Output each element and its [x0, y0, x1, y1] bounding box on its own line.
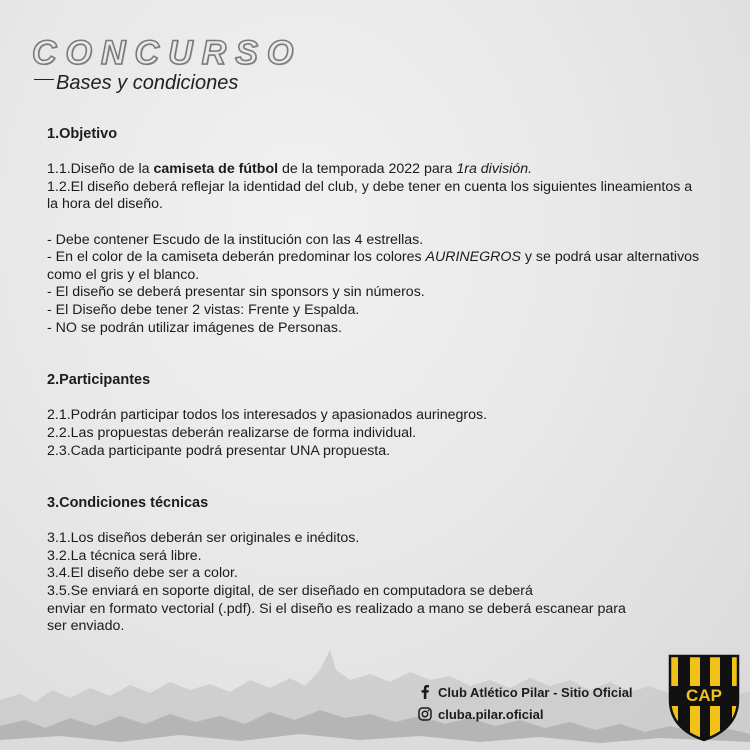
paragraph-2-1: 2.1.Podrán participar todos los interesados y apasionados aurinegros. — [47, 407, 488, 424]
section-title-condiciones: 3.Condiciones técnicas — [47, 495, 209, 512]
club-crest-logo — [666, 652, 742, 742]
header-title: CONCURSO — [32, 34, 303, 72]
paragraph-3-2: 3.2.La técnica será libre. — [47, 547, 202, 564]
paragraph-2-2: 2.2.Las propuestas deberán realizarse de forma individual. — [47, 424, 417, 441]
social-links — [418, 682, 633, 726]
header-subtitle — [34, 72, 238, 95]
section-title-participantes: 2.Participantes — [47, 372, 151, 389]
facebook-label: Club Atlético Pilar - Sitio Oficial — [438, 684, 633, 700]
crest-text: CAP — [686, 686, 722, 705]
section-title-objetivo: 1.Objetivo — [47, 126, 118, 142]
bullet-sponsors: - El diseño se deberá presentar sin sponsors y sin números. — [47, 284, 425, 301]
bullet-colores: - En el color de la camiseta deberán predominar los colores AURINEGROS y se podrá usar alternativos como el gris y el blanco. — [47, 249, 700, 283]
paragraph-2-3: 2.3.Cada participante podrá presentar UNA propuesta. — [47, 442, 391, 459]
crowd-silhouette-decoration — [0, 630, 750, 750]
paragraph-1-2: 1.2.El diseño deberá reflejar la identidad del club, y debe tener en cuenta los siguientes lineamientos a la hora del diseño. — [47, 178, 693, 213]
instagram-icon — [418, 707, 432, 721]
paragraph-3-4: 3.4.El diseño debe ser a color. — [47, 565, 238, 582]
bullet-vistas: - El Diseño debe tener 2 vistas: Frente y Espalda. — [47, 301, 360, 318]
instagram-label: cluba.pilar.oficial — [438, 706, 544, 722]
facebook-link[interactable] — [418, 682, 633, 702]
paragraph-3-5-line3: ser enviado. — [47, 618, 125, 635]
paragraph-3-1: 3.1.Los diseños deberán ser originales e inéditos. — [47, 530, 360, 547]
paragraph-3-5-line1: 3.5.Se enviará en soporte digital, de ser diseñado en computadora se deberá — [47, 583, 533, 600]
facebook-icon — [418, 685, 432, 699]
paragraph-3-5-line2: enviar en formato vectorial (.pdf). Si el diseño es realizado a mano se deberá escanear para — [47, 600, 626, 617]
subtitle-text: Bases y condiciones — [56, 72, 239, 94]
bullet-escudo: - Debe contener Escudo de la institución con las 4 estrellas. — [47, 231, 424, 248]
rules-content — [47, 126, 707, 636]
paragraph-1-1: 1.1.Diseño de la camiseta de fútbol de la temporada 2022 para 1ra división. — [47, 161, 533, 178]
bullet-personas: - NO se podrán utilizar imágenes de Personas. — [47, 319, 342, 336]
dash-decoration — [34, 79, 54, 80]
instagram-link[interactable] — [418, 704, 633, 724]
